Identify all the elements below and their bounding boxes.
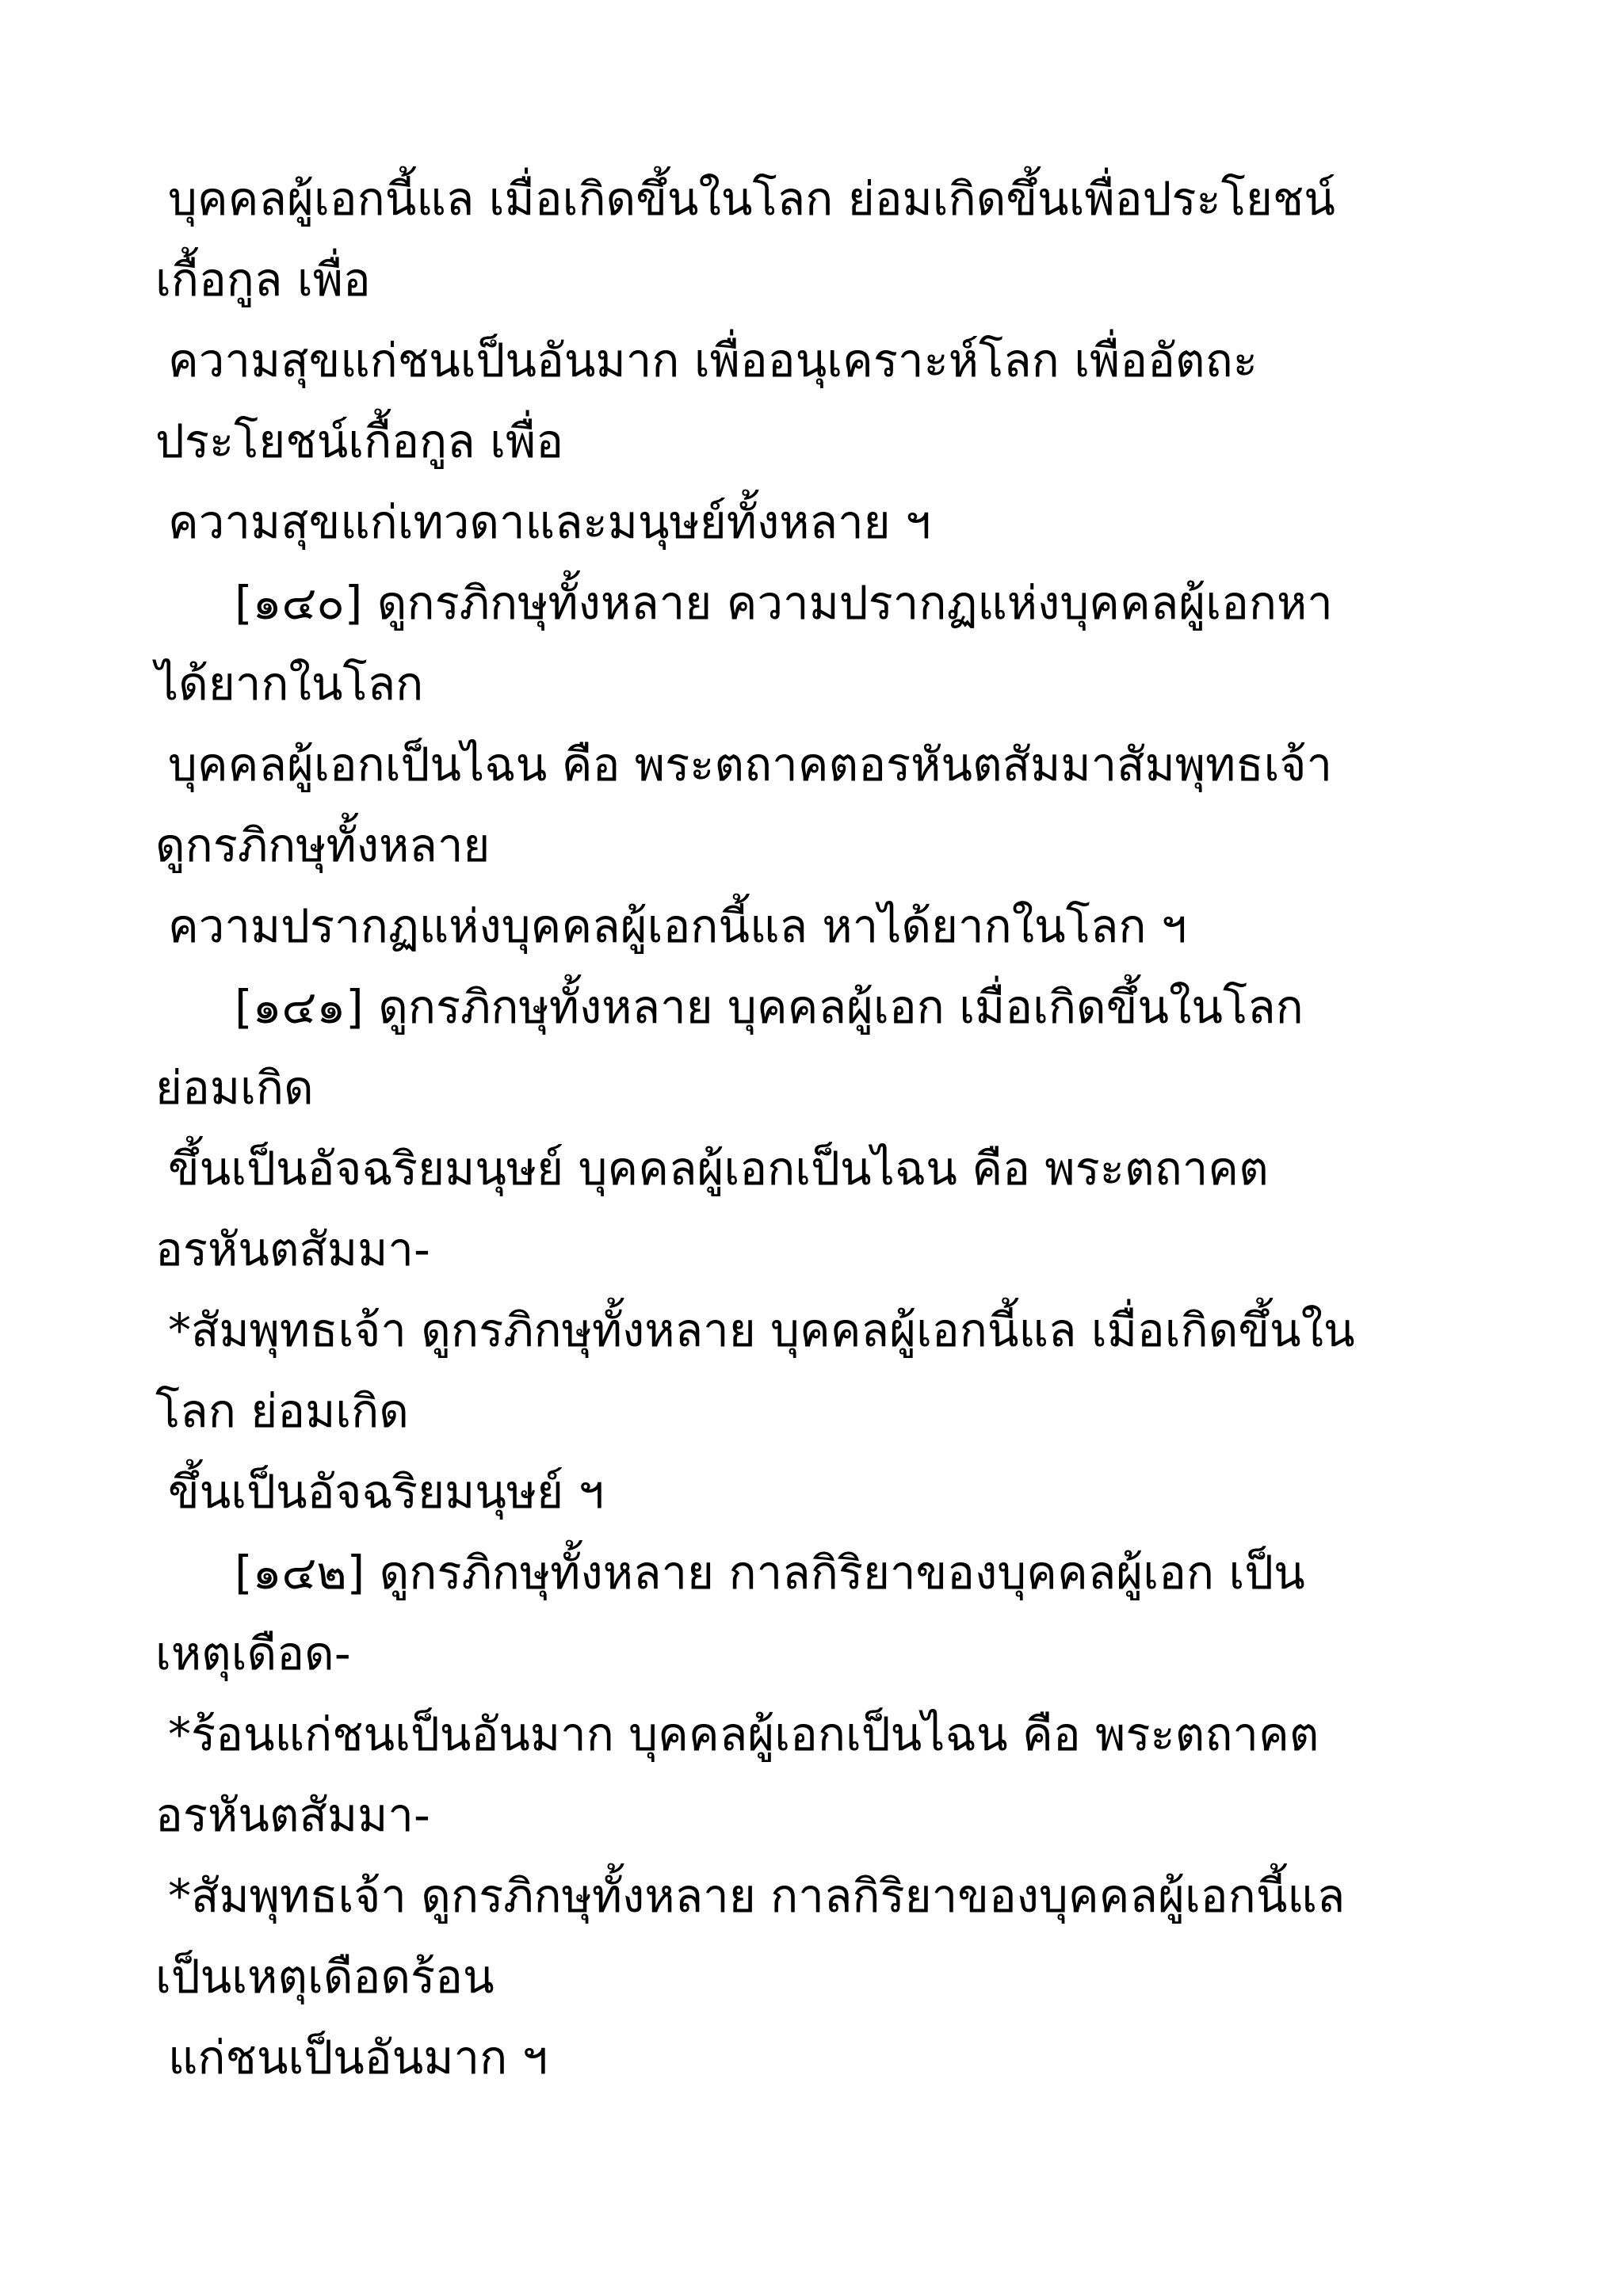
text-line: ได้ยากในโลก [155,657,424,711]
text-line: เกื้อกูล เพื่อ [155,253,371,307]
text-line: อรหันตสัมมา- [155,1788,430,1842]
text-line: แก่ชนเป็นอันมาก ฯ [168,2031,548,2084]
text-line: ขึ้นเป็นอัจฉริยมนุษย์ บุคคลผู้เอกเป็นไฉน คือ พระตถาคต [168,1142,1269,1196]
text-line: ความสุขแก่ชนเป็นอันมาก เพื่ออนุเคราะห์โลก เพื่ออัตถะ [168,334,1258,387]
text-line: *สัมพุทธเจ้า ดูกรภิกษุทั้งหลาย กาลกิริยาของบุคคลผู้เอกนี้แล [168,1869,1346,1923]
text-line: บุคคลผู้เอกเป็นไฉน คือ พระตถาคตอรหันตสัมมาสัมพุทธเจ้า [168,738,1333,791]
text-line: โลก ย่อมเกิด [155,1384,409,1438]
text-line: [๑๔๐] ดูกรภิกษุทั้งหลาย ความปรากฏแห่งบุคคลผู้เอกหา [235,576,1333,630]
text-line: อรหันตสัมมา- [155,1222,430,1276]
text-line: ย่อมเกิด [155,1061,314,1115]
text-line: ดูกรภิกษุทั้งหลาย [155,818,491,872]
document-body [155,158,1503,2098]
text-line: ขึ้นเป็นอัจฉริยมนุษย์ ฯ [168,1465,605,1519]
text-line: บุคคลผู้เอกนี้แล เมื่อเกิดขึ้นในโลก ย่อมเกิดขึ้นเพื่อประโยชน์ [168,172,1335,226]
text-line: [๑๔๑] ดูกรภิกษุทั้งหลาย บุคคลผู้เอก เมื่อเกิดขึ้นในโลก [235,980,1304,1034]
text-line: เป็นเหตุเดือดร้อน [155,1950,495,2004]
text-line: เหตุเดือด- [155,1627,351,1680]
text-line: *ร้อนแก่ชนเป็นอันมาก บุคคลผู้เอกเป็นไฉน คือ พระตถาคต [168,1707,1319,1761]
text-line: [๑๔๒] ดูกรภิกษุทั้งหลาย กาลกิริยาของบุคคลผู้เอก เป็น [235,1546,1305,1600]
text-line: *สัมพุทธเจ้า ดูกรภิกษุทั้งหลาย บุคคลผู้เอกนี้แล เมื่อเกิดขึ้นใน [168,1303,1355,1357]
text-line: ความสุขแก่เทวดาและมนุษย์ทั้งหลาย ฯ [168,495,931,549]
text-line: ประโยชน์เกื้อกูล เพื่อ [155,414,564,468]
text-line: ความปรากฏแห่งบุคคลผู้เอกนี้แล หาได้ยากในโลก ฯ [168,899,1187,953]
